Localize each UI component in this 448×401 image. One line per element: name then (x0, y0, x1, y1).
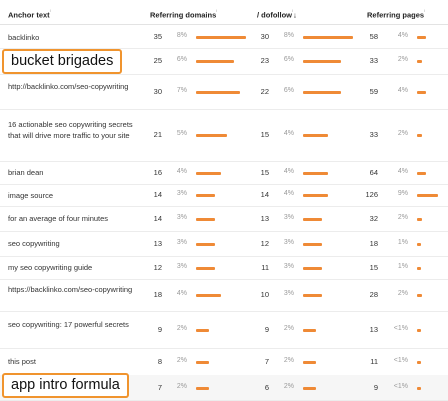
anchor-text[interactable]: for an average of four minutes (8, 214, 109, 223)
referring-domains-value[interactable]: 30 (153, 87, 162, 96)
table-header (0, 0, 448, 25)
referring-pages-value[interactable]: 64 (369, 168, 378, 177)
referring-domains-percent: 3% (176, 190, 187, 197)
dofollow-value[interactable]: 14 (260, 190, 269, 199)
referring-domains-percent: 2% (176, 357, 187, 364)
referring-domains-percent: 7% (176, 87, 187, 94)
info-icon: ⁱ (49, 10, 51, 16)
referring-pages-percent: 2% (397, 214, 408, 221)
referring-domains-value[interactable]: 25 (153, 56, 162, 65)
referring-pages-bar (417, 134, 422, 137)
referring-pages-value[interactable]: 58 (369, 32, 378, 41)
anchor-text[interactable]: this post (8, 357, 36, 366)
referring-domains-percent: 5% (176, 130, 187, 137)
referring-domains-bar (196, 36, 246, 39)
referring-domains-value[interactable]: 7 (157, 383, 162, 392)
anchor-text[interactable]: my seo copywriting guide (8, 263, 93, 272)
table-row (0, 311, 448, 349)
dofollow-bar (303, 134, 328, 137)
referring-domains-value[interactable]: 13 (153, 239, 162, 248)
dofollow-percent: 8% (283, 32, 294, 39)
dofollow-percent: 3% (283, 263, 294, 270)
referring-domains-bar (196, 134, 227, 137)
table-row (0, 231, 448, 257)
referring-domains-percent: 2% (176, 325, 187, 332)
referring-domains-percent: 3% (176, 214, 187, 221)
referring-domains-value[interactable]: 35 (153, 32, 162, 41)
referring-pages-percent: 2% (397, 290, 408, 297)
referring-pages-bar (417, 194, 438, 197)
header-anchor-text-label: Anchor text (8, 10, 50, 20)
dofollow-value[interactable]: 15 (260, 168, 269, 177)
dofollow-percent: 3% (283, 290, 294, 297)
header-referring-domains[interactable] (150, 9, 217, 20)
referring-domains-bar (196, 218, 215, 221)
dofollow-bar (303, 36, 353, 39)
dofollow-bar (303, 194, 328, 197)
dofollow-percent: 3% (283, 239, 294, 246)
dofollow-value[interactable]: 12 (260, 239, 269, 248)
dofollow-bar (303, 329, 316, 332)
referring-pages-value[interactable]: 9 (373, 383, 378, 392)
referring-pages-value[interactable]: 18 (369, 239, 378, 248)
referring-pages-percent: <1% (393, 383, 408, 390)
dofollow-percent: 4% (283, 130, 294, 137)
anchor-text[interactable]: https://backlinko.com/seo-copywriting (8, 285, 133, 294)
dofollow-percent: 4% (283, 168, 294, 175)
referring-pages-bar (417, 218, 422, 221)
info-icon: ⁱ (292, 10, 294, 16)
dofollow-value[interactable]: 7 (264, 357, 269, 366)
referring-domains-bar (196, 294, 221, 297)
referring-domains-percent: 3% (176, 239, 187, 246)
referring-pages-value[interactable]: 13 (369, 325, 378, 334)
referring-domains-value[interactable]: 14 (153, 190, 162, 199)
dofollow-bar (303, 243, 322, 246)
referring-pages-percent: 1% (397, 239, 408, 246)
referring-domains-value[interactable]: 8 (157, 357, 162, 366)
referring-pages-bar (417, 294, 422, 297)
dofollow-value[interactable]: 30 (260, 32, 269, 41)
anchor-text[interactable]: seo copywriting (8, 239, 60, 248)
referring-pages-value[interactable]: 33 (369, 56, 378, 65)
referring-pages-percent: 2% (397, 56, 408, 63)
dofollow-percent: 2% (283, 325, 294, 332)
anchor-text[interactable]: seo copywriting: 17 powerful secrets (8, 320, 129, 329)
header-dofollow[interactable] (257, 9, 297, 20)
sort-arrow-icon: ↓ (293, 10, 297, 20)
dofollow-percent: 6% (283, 87, 294, 94)
header-referring-domains-label: Referring domains (150, 10, 217, 20)
table-row (0, 26, 448, 49)
dofollow-value[interactable]: 15 (260, 130, 269, 139)
table-row (0, 74, 448, 110)
dofollow-value[interactable]: 11 (261, 263, 269, 272)
dofollow-percent: 6% (283, 56, 294, 63)
dofollow-value[interactable]: 10 (260, 290, 269, 299)
anchor-text[interactable]: http://backlinko.com/seo-copywriting (8, 82, 129, 91)
dofollow-percent: 2% (283, 357, 294, 364)
header-anchor-text[interactable] (8, 9, 51, 20)
referring-pages-percent: <1% (393, 325, 408, 332)
header-referring-pages[interactable] (367, 9, 425, 20)
anchor-text[interactable]: 16 actionable seo copywriting secrets that will drive more traffic to your site (8, 120, 133, 140)
info-icon: ⁱ (424, 10, 426, 16)
referring-domains-bar (196, 91, 240, 94)
referring-pages-value[interactable]: 32 (369, 214, 378, 223)
header-dofollow-label: / dofollow (257, 10, 292, 20)
dofollow-bar (303, 361, 316, 364)
referring-domains-value[interactable]: 14 (153, 214, 162, 223)
referring-domains-value[interactable]: 12 (153, 263, 162, 272)
dofollow-value[interactable]: 23 (260, 56, 269, 65)
referring-pages-value[interactable]: 28 (369, 290, 378, 299)
referring-pages-percent: 2% (397, 130, 408, 137)
referring-pages-bar (417, 60, 422, 63)
referring-domains-bar (196, 172, 221, 175)
referring-pages-bar (417, 329, 421, 332)
header-referring-pages-label: Referring pages (367, 10, 425, 20)
table-row (0, 348, 448, 376)
referring-domains-bar (196, 267, 215, 270)
table-row (0, 206, 448, 232)
info-icon: ⁱ (216, 10, 218, 16)
referring-domains-value[interactable]: 16 (153, 168, 162, 177)
table-row (0, 109, 448, 162)
referring-pages-bar (417, 36, 426, 39)
dofollow-bar (303, 294, 322, 297)
callout-bucket-brigades: bucket brigades (2, 49, 122, 74)
table-row (0, 279, 448, 312)
referring-pages-percent: 4% (397, 87, 408, 94)
dofollow-bar (303, 267, 322, 270)
anchor-text[interactable]: backlinko (8, 33, 40, 42)
dofollow-percent: 2% (283, 383, 294, 390)
referring-pages-percent: <1% (393, 357, 408, 364)
referring-domains-value[interactable]: 21 (153, 130, 162, 139)
referring-pages-value[interactable]: 59 (369, 87, 378, 96)
table-row (0, 256, 448, 280)
referring-domains-value[interactable]: 18 (153, 290, 162, 299)
referring-pages-bar (417, 172, 426, 175)
referring-domains-percent: 4% (176, 290, 187, 297)
dofollow-percent: 3% (283, 214, 294, 221)
table-row (0, 161, 448, 185)
referring-domains-percent: 3% (176, 263, 187, 270)
referring-pages-percent: 9% (397, 190, 408, 197)
anchor-text[interactable]: image source (8, 191, 54, 200)
referring-pages-bar (417, 387, 421, 390)
referring-pages-percent: 4% (397, 32, 408, 39)
table-row (0, 184, 448, 207)
referring-pages-value[interactable]: 33 (369, 130, 378, 139)
dofollow-value[interactable]: 6 (264, 383, 269, 392)
referring-pages-bar (417, 243, 421, 246)
dofollow-bar (303, 172, 328, 175)
referring-domains-percent: 6% (176, 56, 187, 63)
referring-domains-bar (196, 60, 234, 63)
referring-pages-value[interactable]: 15 (369, 263, 378, 272)
referring-domains-value[interactable]: 9 (157, 325, 162, 334)
dofollow-bar (303, 218, 322, 221)
dofollow-bar (303, 91, 341, 94)
referring-pages-bar (417, 361, 421, 364)
referring-pages-percent: 4% (397, 168, 408, 175)
referring-domains-bar (196, 387, 209, 390)
referring-pages-value[interactable]: 11 (370, 357, 378, 366)
dofollow-value[interactable]: 22 (260, 87, 269, 96)
referring-domains-bar (196, 243, 215, 246)
referring-pages-percent: 1% (397, 263, 408, 270)
dofollow-bar (303, 387, 316, 390)
referring-domains-bar (196, 194, 215, 197)
callout-app-intro-formula: app intro formula (2, 373, 129, 398)
referring-domains-percent: 8% (176, 32, 187, 39)
referring-domains-bar (196, 361, 209, 364)
referring-pages-bar (417, 267, 421, 270)
dofollow-value[interactable]: 13 (260, 214, 269, 223)
anchor-text[interactable]: brian dean (8, 168, 44, 177)
referring-pages-bar (417, 91, 426, 94)
referring-domains-percent: 4% (176, 168, 187, 175)
dofollow-value[interactable]: 9 (264, 325, 269, 334)
dofollow-bar (303, 60, 341, 63)
referring-domains-percent: 2% (176, 383, 187, 390)
dofollow-percent: 4% (283, 190, 294, 197)
referring-pages-value[interactable]: 126 (365, 190, 378, 199)
referring-domains-bar (196, 329, 209, 332)
